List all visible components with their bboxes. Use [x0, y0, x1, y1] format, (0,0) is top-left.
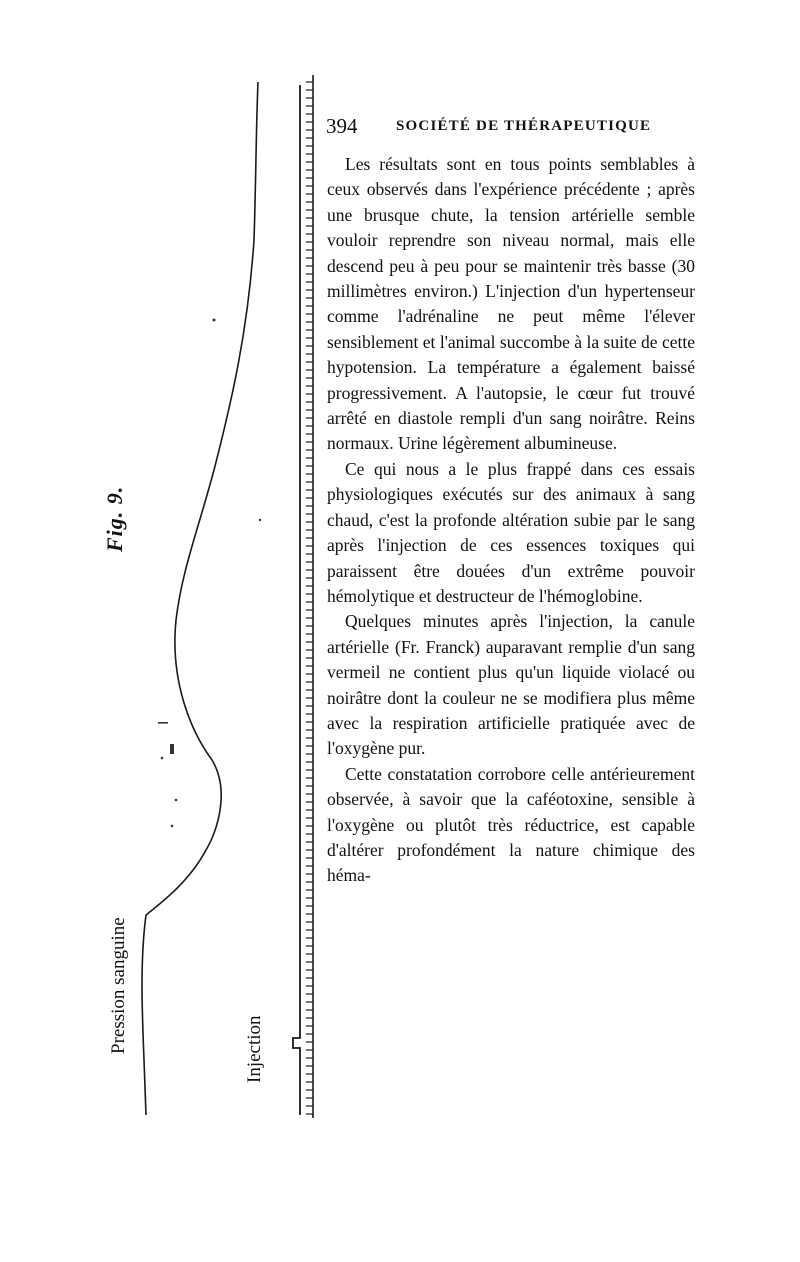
- kymograph-tracing: [0, 0, 330, 1262]
- time-marker-ticks: [306, 82, 313, 1114]
- stray-marks: [158, 319, 261, 828]
- figure-9: [0, 0, 330, 1262]
- paragraph: Les résultats sont en tous points semblables à ceux observés dans l'expérience précédente ; après une brusque chute, la tension artérielle semble vouloir reprendre son niveau normal, mais elle descend peu à peu pour se maintenir très basse (30 millimètres environ.) L'injection d'un hypertenseur comme l'adrénaline ne peut même l'élever sensiblement et l'animal succombe à la suite de cette hypotension. La température a également baissé progressivement. A l'autopsie, le cœur fut trouvé arrêté en diastole rempli d'un sang noirâtre. Reins normaux. Urine légèrement albumineuse.: [327, 154, 695, 454]
- page-number: 394: [326, 114, 358, 138]
- paragraph: Cette constatation corrobore celle antérieurement observée, à savoir que la caféotoxine, sensible à l'oxygène ou plutôt très réductrice, est capable d'altérer profondément la nature chimique des héma-: [327, 763, 695, 886]
- paragraph: Ce qui nous a le plus frappé dans ces essais physiologiques exécutés sur des animaux à sang chaud, c'est la profonde altération subie par le sang après l'injection de ces essences toxiques qui paraissent être douées d'un extrême pouvoir hémolytique et destructeur de l'hémoglobine.: [327, 458, 695, 606]
- pressure-axis-label: Pression sanguine: [108, 917, 129, 1054]
- body-text: [327, 152, 695, 889]
- running-title: SOCIÉTÉ DE THÉRAPEUTIQUE: [396, 118, 652, 134]
- paragraph: Quelques minutes après l'injection, la canule artérielle (Fr. Franck) auparavant remplie d'un sang vermeil ne contient plus qu'un liquide violacé ou noirâtre dont la couleur ne se modifiera plus même avec la respiration artificielle pratiquée avec de l'oxygène pur.: [327, 611, 695, 759]
- figure-label: Fig. 9.: [102, 485, 127, 552]
- injection-signal-line: [293, 85, 300, 1115]
- running-header: [326, 114, 706, 144]
- blood-pressure-trace: [142, 82, 258, 1115]
- injection-axis-label: Injection: [244, 1015, 265, 1083]
